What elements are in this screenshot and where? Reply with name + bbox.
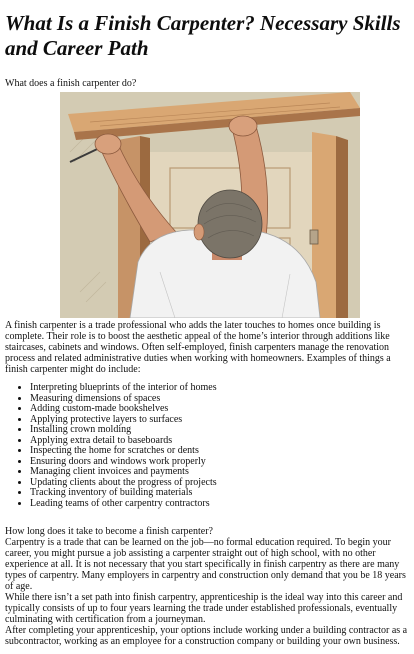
question-heading: What does a finish carpenter do?: [5, 78, 137, 89]
list-item: • Adding custom-made bookshelves: [30, 404, 410, 415]
list-item: • Updating clients about the progress of projects: [30, 478, 410, 489]
list-item: • Inspecting the home for scratches or dents: [30, 446, 410, 457]
list-item: • Applying protective layers to surfaces: [30, 415, 410, 426]
question-heading-duration: How long does it take to become a finish carpenter?: [5, 526, 213, 537]
list-item: • Interpreting blueprints of the interior of homes: [30, 383, 410, 394]
career-options-paragraph: After completing your apprenticeship, your options include working under a building contractor as a subcontractor, working as an employee for a construction company or building your own business.: [5, 625, 408, 647]
list-item: • Applying extra detail to baseboards: [30, 436, 410, 447]
education-paragraph: Carpentry is a trade that can be learned on the job—no formal education required. To begin your career, you might pursue a job assisting a carpenter straight out of high school, with no other experience at all. It is not necessary that you start specifically in finish carpentry as there are many types of carpentry. Many employers in carpentry and construction only demand that you be 18 years of age.: [5, 537, 406, 592]
list-item: • Managing client invoices and payments: [30, 467, 410, 478]
list-item: • Tracking inventory of building materials: [30, 488, 410, 499]
list-item: • Ensuring doors and windows work properly: [30, 457, 410, 468]
duties-list: [5, 383, 410, 510]
list-item: • Leading teams of other carpentry contractors: [30, 499, 410, 510]
apprenticeship-paragraph: While there isn’t a set path into finish carpentry, apprenticeship is the ideal way into this career and typically consists of up to four years learning the trade under established professionals, eventually culminating with certification from a journeyman.: [5, 592, 403, 625]
list-item: • Installing crown molding: [30, 425, 410, 436]
carpenter-illustration: [0, 92, 414, 318]
article-title: What Is a Finish Carpenter? Necessary Skills and Career Path: [5, 11, 401, 60]
list-item: • Measuring dimensions of spaces: [30, 394, 410, 405]
intro-paragraph: A finish carpenter is a trade professional who adds the later touches to homes once building is complete. Their role is to boost the aesthetic appeal of the home’s interior through additions like staircases, cabinets and windows. Often self-employed, finish carpenters manage the renovation process and related administrative duties when working with homeowners. Examples of things a finish carpenter might do include:: [5, 320, 391, 375]
